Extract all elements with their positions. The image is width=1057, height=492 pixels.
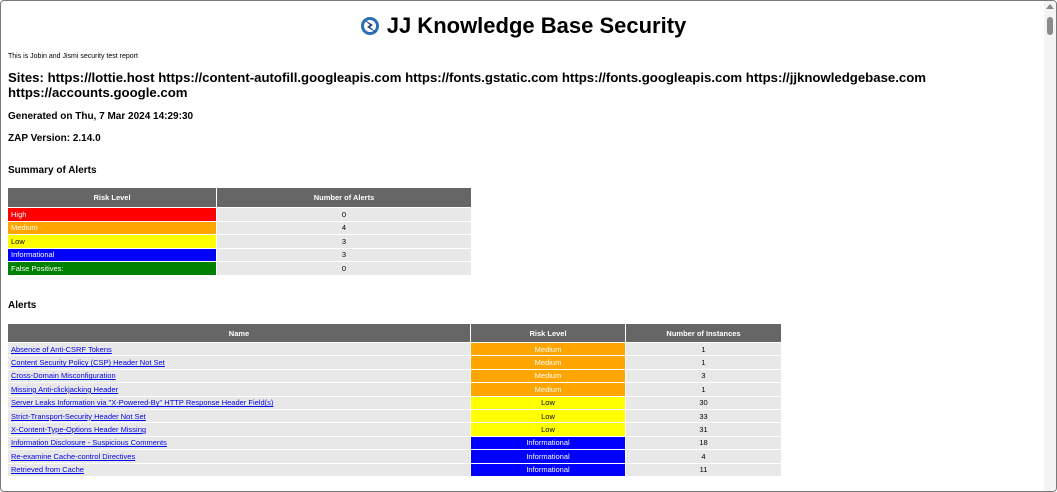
alert-name-cell — [8, 370, 470, 382]
alert-link[interactable]: Absence of Anti-CSRF Tokens — [11, 344, 112, 354]
alerts-body — [8, 343, 781, 476]
summary-heading: Summary of Alerts — [8, 165, 97, 176]
alert-row — [8, 410, 781, 422]
alert-link[interactable]: Retrieved from Cache — [11, 465, 84, 475]
alerts-heading: Alerts — [8, 300, 37, 311]
alert-row — [8, 450, 781, 462]
alert-instances-cell: 33 — [626, 410, 781, 422]
risk-level-cell: Informational — [8, 249, 216, 262]
alert-name-cell — [8, 383, 470, 395]
summary-row — [8, 208, 471, 221]
alert-risk-cell: Medium — [471, 370, 625, 382]
alert-row — [8, 397, 781, 409]
page-title: JJ Knowledge Base Security — [386, 13, 687, 38]
summary-row — [8, 262, 471, 275]
zap-logo-icon — [360, 16, 380, 36]
alert-link[interactable]: Information Disclosure - Suspicious Comments — [11, 438, 167, 448]
alert-name-cell — [8, 397, 470, 409]
alert-instances-cell: 30 — [626, 397, 781, 409]
vertical-scrollbar[interactable] — [1044, 1, 1056, 491]
alert-link[interactable]: Cross-Domain Misconfiguration — [11, 371, 116, 381]
alert-link[interactable]: Server Leaks Information via "X-Powered-By" HTTP Response Header Field(s) — [11, 398, 274, 408]
report-content — [1, 1, 1045, 491]
alerts-table — [7, 323, 782, 477]
zap-version: ZAP Version: 2.14.0 — [8, 133, 101, 144]
alert-instances-cell: 1 — [626, 356, 781, 368]
alert-link[interactable]: Content Security Policy (CSP) Header Not Set — [11, 358, 165, 368]
alert-risk-cell: Low — [471, 397, 625, 409]
alert-row — [8, 383, 781, 395]
alert-row — [8, 356, 781, 368]
alerts-col-instances: Number of Instances — [626, 324, 781, 342]
summary-col-risk: Risk Level — [8, 188, 216, 207]
alerts-col-risk: Risk Level — [471, 324, 625, 342]
alert-row — [8, 343, 781, 355]
alert-name-cell — [8, 423, 470, 435]
alert-instances-cell: 11 — [626, 464, 781, 476]
alert-risk-cell: Medium — [471, 383, 625, 395]
scroll-up-arrow-icon[interactable] — [1046, 4, 1054, 9]
alert-count-cell: 3 — [217, 235, 471, 248]
summary-row — [8, 222, 471, 235]
summary-table — [7, 187, 472, 276]
alert-instances-cell: 18 — [626, 437, 781, 449]
report-subtitle: This is Jobin and Jismi security test report — [8, 53, 138, 60]
alert-row — [8, 370, 781, 382]
alert-link[interactable]: Strict-Transport-Security Header Not Set — [11, 411, 146, 421]
alert-instances-cell: 1 — [626, 383, 781, 395]
alert-instances-cell: 4 — [626, 450, 781, 462]
alert-name-cell — [8, 437, 470, 449]
summary-row — [8, 235, 471, 248]
risk-level-cell: High — [8, 208, 216, 221]
alert-count-cell: 0 — [217, 262, 471, 275]
scroll-thumb[interactable] — [1047, 17, 1053, 35]
risk-level-cell: False Positives: — [8, 262, 216, 275]
alert-name-cell — [8, 356, 470, 368]
alert-risk-cell: Low — [471, 410, 625, 422]
alert-risk-cell: Medium — [471, 356, 625, 368]
alert-row — [8, 423, 781, 435]
alert-risk-cell: Informational — [471, 450, 625, 462]
report-title-bar — [1, 13, 1045, 42]
alert-risk-cell: Informational — [471, 464, 625, 476]
alert-count-cell: 3 — [217, 249, 471, 262]
alert-link[interactable]: Missing Anti-clickjacking Header — [11, 384, 119, 394]
risk-level-cell: Low — [8, 235, 216, 248]
generated-date: Generated on Thu, 7 Mar 2024 14:29:30 — [8, 111, 194, 122]
alerts-col-name: Name — [8, 324, 470, 342]
risk-level-cell: Medium — [8, 222, 216, 235]
alert-link[interactable]: X-Content-Type-Options Header Missing — [11, 425, 147, 435]
alert-name-cell — [8, 450, 470, 462]
alert-instances-cell: 31 — [626, 423, 781, 435]
summary-body — [8, 208, 471, 275]
alert-risk-cell: Informational — [471, 437, 625, 449]
alert-risk-cell: Medium — [471, 343, 625, 355]
sites-list: Sites: https://lottie.host https://content-autofill.googleapis.com https://fonts.gstatic.com https://fonts.googleapis.com https://jjknowledgebase.com https://accounts.google.com — [8, 70, 927, 100]
alert-count-cell: 0 — [217, 208, 471, 221]
alert-instances-cell: 3 — [626, 370, 781, 382]
summary-header-row — [8, 188, 471, 207]
alert-instances-cell: 1 — [626, 343, 781, 355]
alert-name-cell — [8, 410, 470, 422]
alert-link[interactable]: Re-examine Cache-control Directives — [11, 451, 136, 461]
alert-count-cell: 4 — [217, 222, 471, 235]
summary-row — [8, 249, 471, 262]
alert-row — [8, 437, 781, 449]
alert-name-cell — [8, 343, 470, 355]
alert-name-cell — [8, 464, 470, 476]
alert-row — [8, 464, 781, 476]
alerts-header-row — [8, 324, 781, 342]
alert-risk-cell: Low — [471, 423, 625, 435]
summary-col-count: Number of Alerts — [217, 188, 471, 207]
